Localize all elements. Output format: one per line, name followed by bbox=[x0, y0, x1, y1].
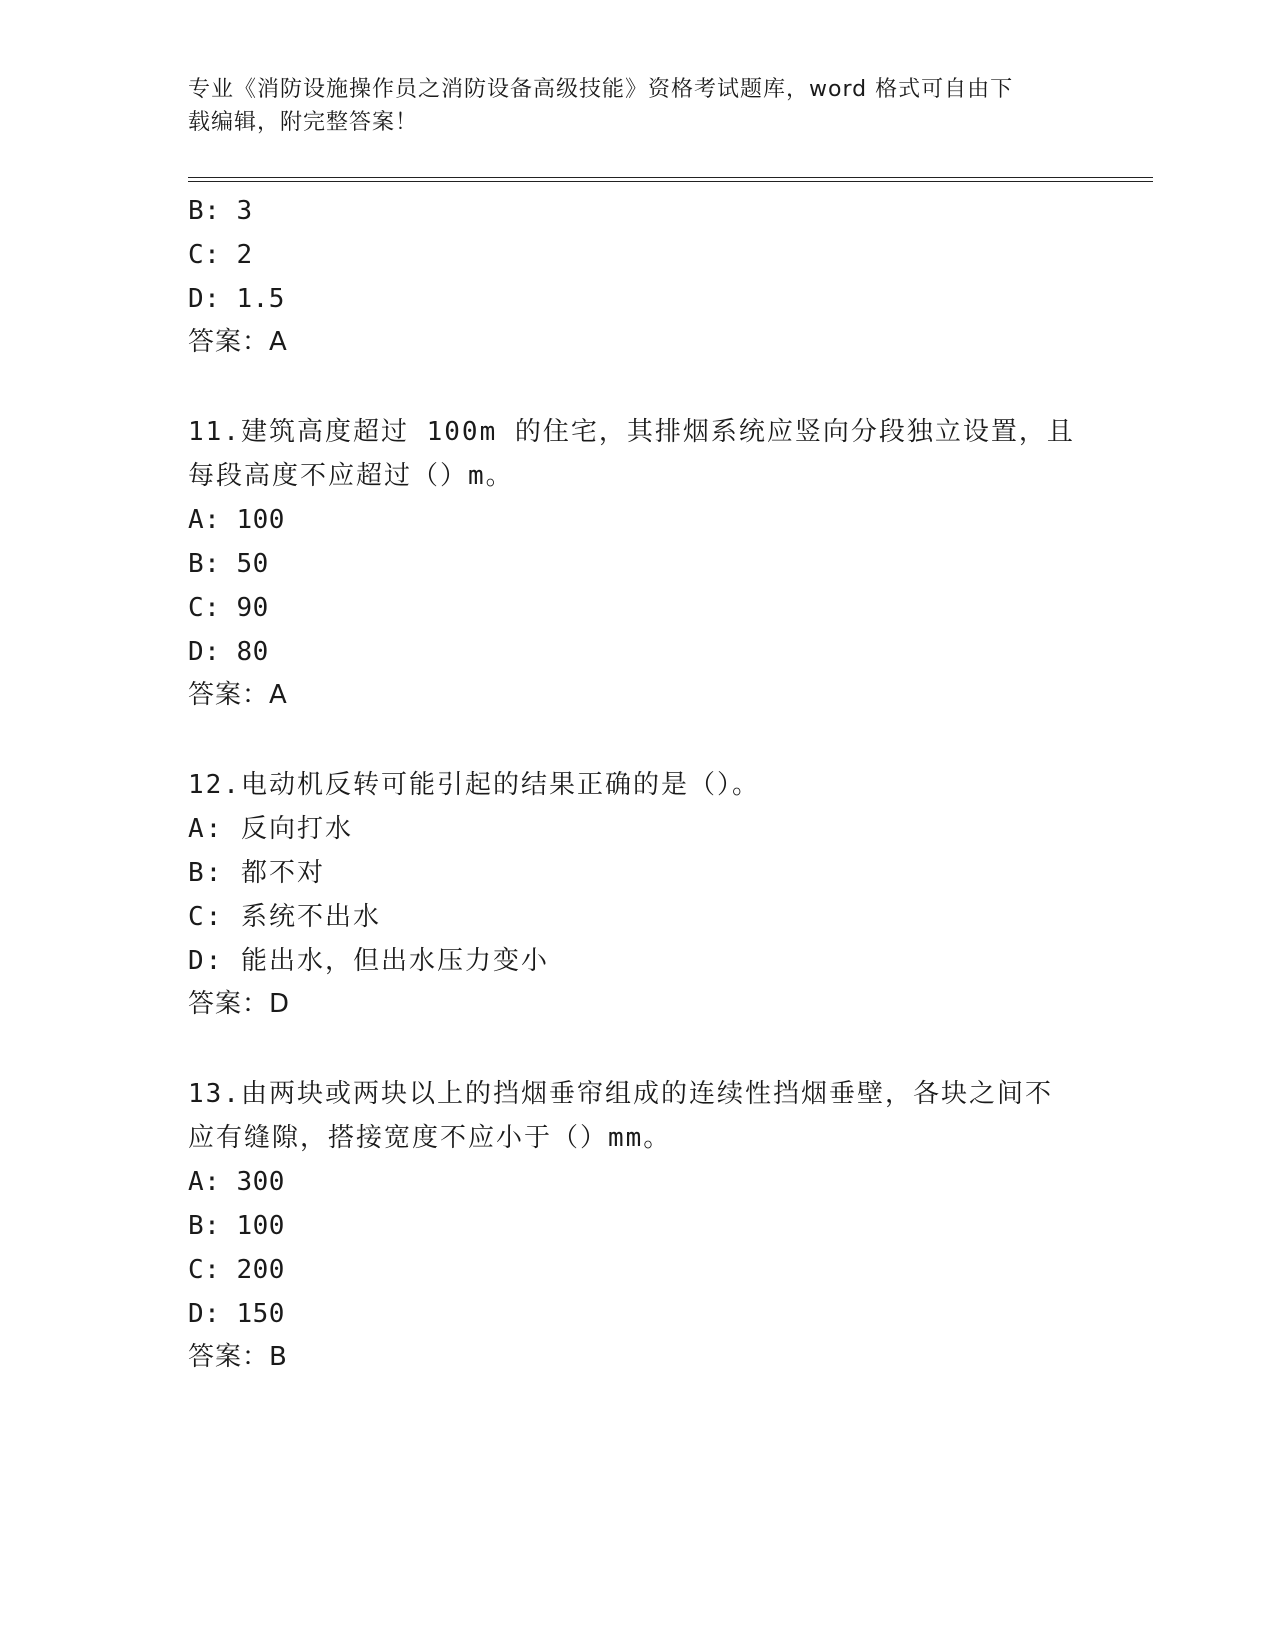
option-c: C: 90 bbox=[188, 593, 269, 623]
answer-line: 答案：A bbox=[188, 680, 288, 710]
option-b: B: 都不对 bbox=[188, 858, 325, 888]
header-divider-bottom bbox=[188, 181, 1153, 182]
answer-line: 答案：A bbox=[188, 327, 288, 357]
option-d: D: 80 bbox=[188, 637, 269, 667]
document-header bbox=[188, 73, 1088, 139]
option-a: A: 100 bbox=[188, 505, 285, 535]
option-a: A: 300 bbox=[188, 1167, 285, 1197]
option-c: C: 200 bbox=[188, 1255, 285, 1285]
answer-line: 答案：B bbox=[188, 1342, 288, 1372]
option-d: D: 能出水，但出水压力变小 bbox=[188, 946, 549, 976]
option-b: B: 50 bbox=[188, 549, 269, 579]
option-b: B: 100 bbox=[188, 1211, 285, 1241]
option-b: B: 3 bbox=[188, 196, 253, 226]
option-d: D: 1.5 bbox=[188, 284, 285, 314]
option-a: A: 反向打水 bbox=[188, 814, 353, 844]
header-line-2: 载编辑，附完整答案！ bbox=[188, 110, 419, 135]
option-d: D: 150 bbox=[188, 1299, 285, 1329]
question-text-continued: 每段高度不应超过（）m。 bbox=[188, 461, 514, 491]
header-line-1: 专业《消防设施操作员之消防设备高级技能》资格考试题库，word 格式可自由下 bbox=[188, 77, 1014, 102]
header-divider-top bbox=[188, 177, 1153, 178]
question-text: 11.建筑高度超过 100m 的住宅，其排烟系统应竖向分段独立设置，且 bbox=[188, 417, 1075, 447]
question-text: 12.电动机反转可能引起的结果正确的是（）。 bbox=[188, 770, 760, 800]
question-text: 13.由两块或两块以上的挡烟垂帘组成的连续性挡烟垂壁，各块之间不 bbox=[188, 1079, 1053, 1109]
answer-line: 答案：D bbox=[188, 989, 291, 1019]
option-c: C: 2 bbox=[188, 240, 253, 270]
option-c: C: 系统不出水 bbox=[188, 902, 381, 932]
question-text-continued: 应有缝隙，搭接宽度不应小于（）mm。 bbox=[188, 1123, 672, 1153]
